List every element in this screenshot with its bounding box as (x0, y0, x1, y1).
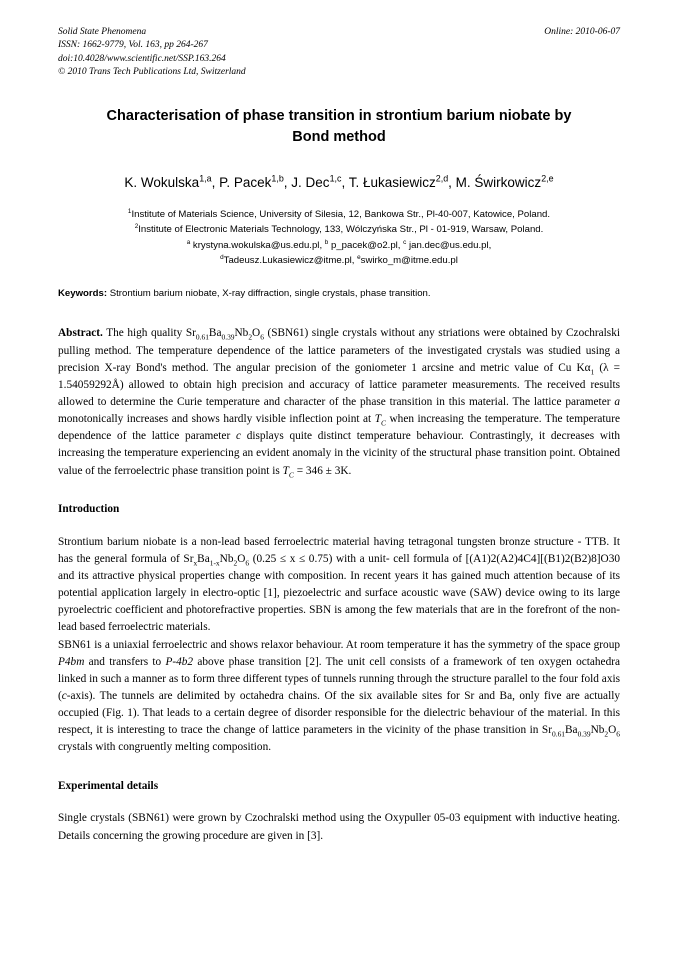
introduction-paragraph-2: SBN61 is a uniaxial ferroelectric and shows relaxor behaviour. At room temperature it has the symmetry of the space group P4bm and transfers to P-4b2 above phase transition [2]. The unit cell consists of a framework of ten oxygen octahedra linked in such a manner as to form three different types of tunnels running through the structure parallel to the four fold axis (c-axis). The tunnels are delimited by octahedra chains. Of the six available sites for Sr and Ba, only five are actually occupied (Fig. 1). That leads to a certain degree of disorder responsible for the dielectric behaviour of the material. In this respect, it is interesting to trace the change of lattice parameters in the vicinity of the phase transition in $Sr_{0.61}Ba_{0.39}Nb_2O_6$ crystals with congruently melting composition. (58, 638, 620, 754)
issn-line: ISSN: 1662-9779, Vol. 163, pp 264-267 (58, 40, 208, 51)
author-swirkowicz: M. Świrkowicz$^{2,e}$ (455, 173, 554, 190)
abstract-paragraph: Abstract. The high quality $Sr_{0.61}Ba_{0.39}Nb_2O_6$ (SBN61) single crystals without any striations were obtained by Czochralski pulling method. The temperature dependence of the lattice parameters of the investigated crystals was studied using a precision X-ray Bond's method. The angular precision of the goniometer 1 arcsine and metric value of Cu $K\alpha_1$ (λ = 1.54059292Å) allowed to obtain high precision and accuracy of lattice parameter measurements. The received results allowed to determine the Curie temperature and character of the phase transition in this material. The lattice parameter a monotonically increases and shows hardly visible inflection point at $T_C$ when increasing the temperature. The temperature dependence of the lattice parameter c displays quite distinct temperature behaviour. Contrastingly, it decreases with increasing the temperature experiencing an evident anomaly in the vicinity of the structural phase transition point. Obtained value of the ferroelectric phase transition point is $T_C = 346 \pm 3K$. (58, 327, 621, 479)
keywords-line (58, 287, 620, 301)
author-list: K. Wokulska$^{1,a}$, P. Pacek$^{1,b}$, J. Dec$^{1,c}$, T. Łukasiewicz$^{2,d}$, M. Świrkowicz$^{2,e}$ (124, 173, 554, 190)
page-title (92, 106, 587, 148)
doi-line: doi:10.4028/www.scientific.net/SSP.163.264 (58, 53, 226, 64)
affiliation-1: $^1$Institute of Materials Science, University of Silesia, 12, Bankowa Str., Pl-40-007, Katowice, Poland. (127, 207, 551, 220)
keywords-value: Strontium barium niobate, X-ray diffraction, single crystals, phase transition. (109, 287, 431, 299)
title-line-1: Characterisation of phase transition in strontium barium niobate by (106, 107, 572, 124)
copyright-line: © 2010 Trans Tech Publications Ltd, Switzerland (58, 67, 246, 78)
email-d: Tadeusz.Lukasiewicz@itme.pl, (223, 255, 355, 267)
email-a: krystyna.wokulska@us.edu.pl, (192, 239, 323, 251)
experimental-paragraph-1: Single crystals (SBN61) were grown by Czochralski method using the Oxypuller 05-03 equipment with inductive heating. Details concerning the growing procedure are given in [3]. (58, 812, 620, 842)
author-dec: J. Dec$^{1,c}$ (291, 173, 342, 190)
author-wokulska: K. Wokulska$^{1,a}$ (124, 173, 212, 190)
section-heading-introduction: Introduction (58, 502, 120, 515)
keywords-label: Keywords: (58, 287, 108, 299)
header-journal-block (58, 26, 246, 80)
email-e: swirko_m@itme.edu.pl (360, 255, 458, 267)
email-c: jan.dec@us.edu.pl, (408, 239, 492, 251)
abstract-label: Abstract. (58, 327, 103, 340)
affiliation-block (58, 207, 620, 269)
email-b: p_pacek@o2.pl, (330, 239, 401, 251)
author-pacek: P. Pacek$^{1,b}$ (219, 173, 284, 190)
page-header (58, 26, 620, 80)
section-heading-experimental-details: Experimental details (58, 779, 159, 792)
affiliation-emails-2: $^d$Tadeusz.Lukasiewicz@itme.pl, $^e$swirko_m@itme.edu.pl (220, 254, 458, 267)
journal-name: Solid State Phenomena (58, 27, 147, 37)
title-line-2: Bond method (292, 128, 386, 145)
online-date: Online: 2010-06-07 (544, 27, 620, 37)
introduction-paragraph-1: Strontium barium niobate is a non-lead based ferroelectric material having tetragonal tungsten bronze structure - TTB. It has the general formula of $Sr_xBa_{1-x}Nb_2O_6$ (0.25 ≤ x ≤ 0.75) with a unit- cell formula of [(A1)2(A2)4C4][(B1)2(B2)8]O30 and its attractive physical properties change with composition. In recent years it has gained much attention because of its potential application largely in electro-optic [1], piezoelectric and surface acoustic wave (SAW) device owing to its large pyroelectric coefficient and photorefractive properties. SBN is among the few materials that are in the forefront of the non-lead based ferroelectric materials. (58, 535, 620, 634)
affiliation-emails-1: $^a$ krystyna.wokulska@us.edu.pl, $^b$ p_pacek@o2.pl, $^c$ jan.dec@us.edu.pl, (186, 238, 492, 251)
affiliation-2: $^2$Institute of Electronic Materials Technology, 133, Wólczyńska Str., Pl - 01-919, Warsaw, Poland. (134, 223, 544, 236)
author-lukasiewicz: T. Łukasiewicz$^{2,d}$ (348, 173, 449, 190)
